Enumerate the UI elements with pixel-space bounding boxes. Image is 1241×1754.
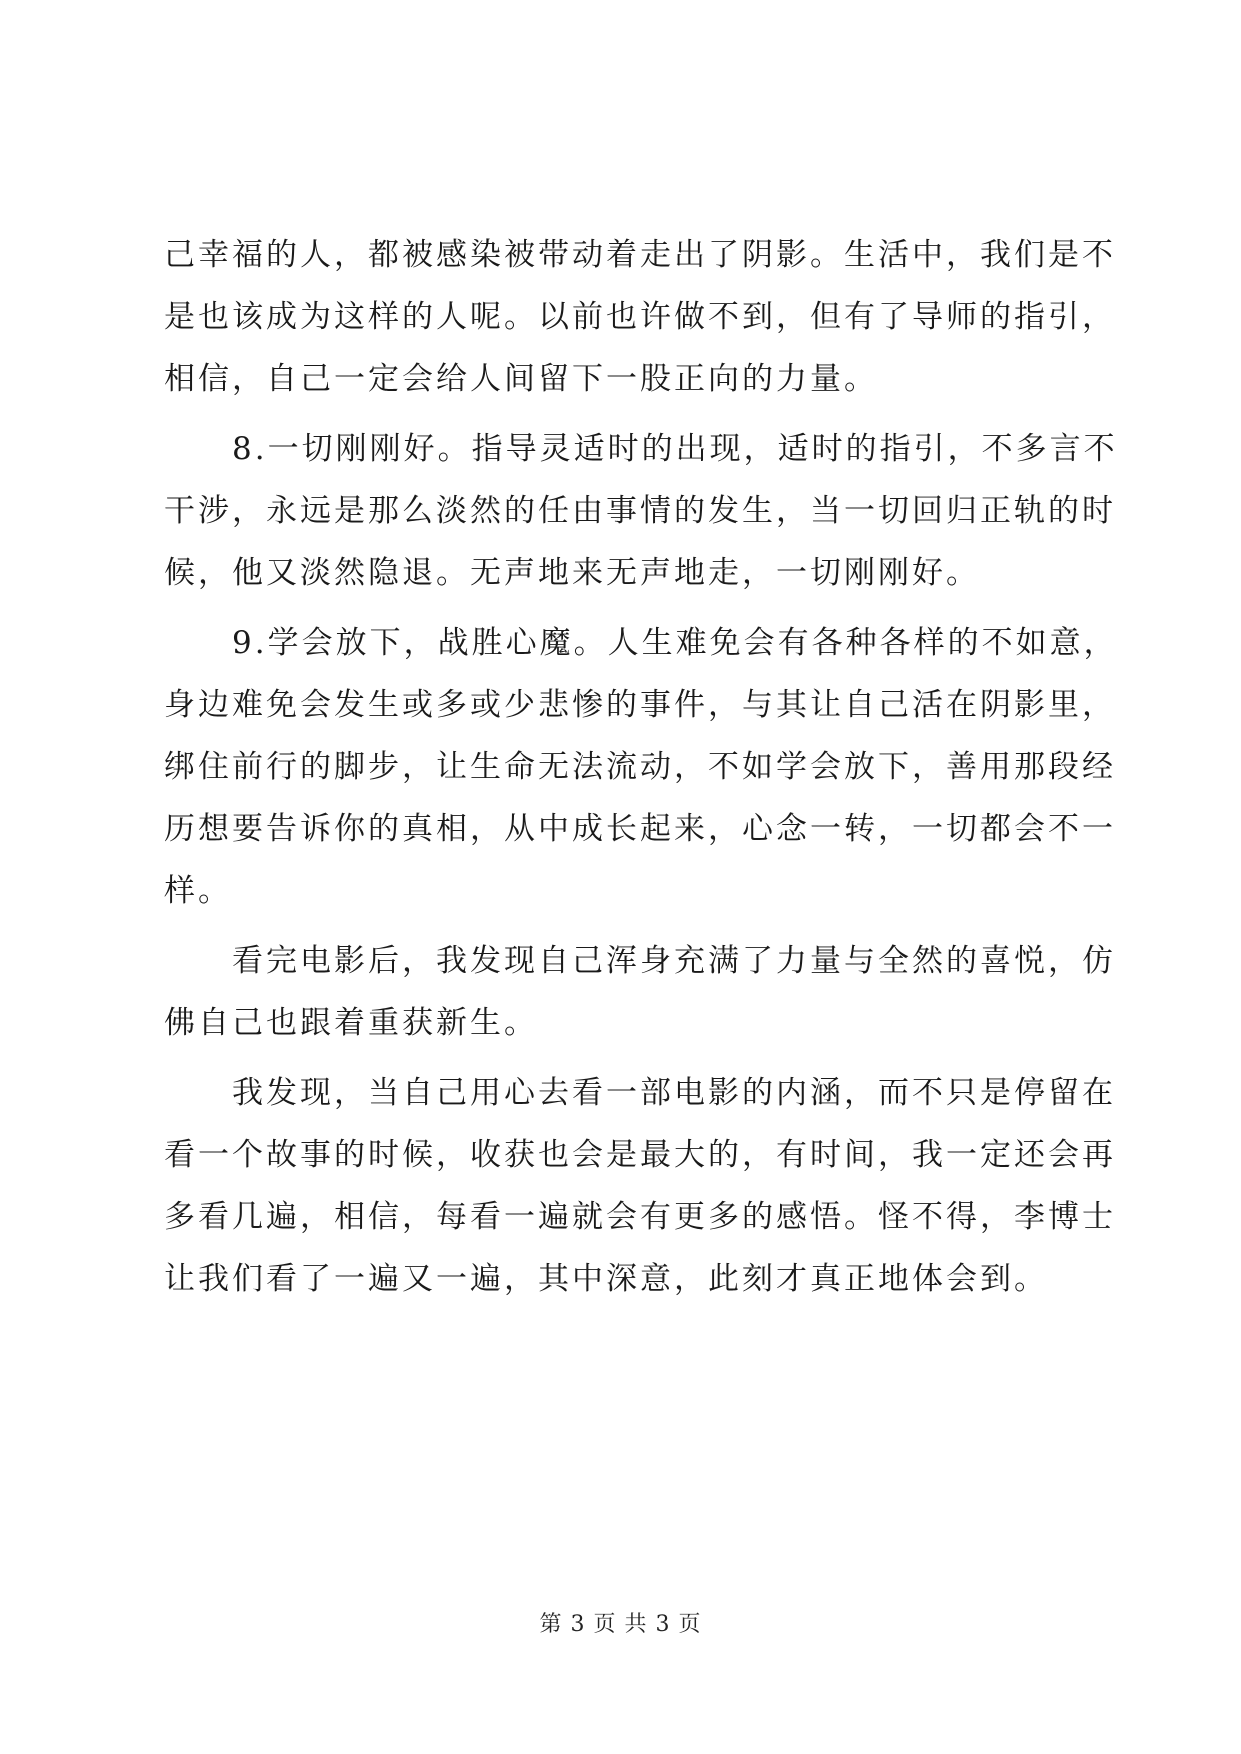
paragraph-line: 多看几遍，相信，每看一遍就会有更多的感悟。怪不得，李博士 bbox=[164, 1199, 1116, 1235]
paragraph-line: 我发现，当自己用心去看一部电影的内涵，而不只是停留在 bbox=[232, 1075, 1116, 1111]
paragraph-line: 佛自己也跟着重获新生。 bbox=[164, 1005, 538, 1041]
paragraph-line-item-8: 8.一切刚刚好。指导灵适时的出现，适时的指引，不多言不 bbox=[232, 431, 1118, 467]
paragraph-line: 相信，自己一定会给人间留下一股正向的力量。 bbox=[164, 361, 878, 397]
page-number-footer: 第 3 页 共 3 页 bbox=[539, 1612, 702, 1637]
paragraph-line: 绑住前行的脚步，让生命无法流动，不如学会放下，善用那段经 bbox=[164, 749, 1116, 785]
paragraph-line: 看完电影后，我发现自己浑身充满了力量与全然的喜悦，仿 bbox=[232, 943, 1116, 979]
paragraph-line: 身边难免会发生或多或少悲惨的事件，与其让自己活在阴影里， bbox=[164, 687, 1116, 723]
paragraph-line: 看一个故事的时候，收获也会是最大的，有时间，我一定还会再 bbox=[164, 1137, 1116, 1173]
paragraph-line: 己幸福的人，都被感染被带动着走出了阴影。生活中，我们是不 bbox=[164, 237, 1116, 273]
paragraph-line: 让我们看了一遍又一遍，其中深意，此刻才真正地体会到。 bbox=[164, 1261, 1048, 1297]
paragraph-line: 干涉，永远是那么淡然的任由事情的发生，当一切回归正轨的时 bbox=[164, 493, 1116, 529]
document-body bbox=[164, 224, 1118, 1310]
paragraph-line: 是也该成为这样的人呢。以前也许做不到，但有了导师的指引， bbox=[164, 299, 1116, 335]
paragraph-line: 历想要告诉你的真相，从中成长起来，心念一转，一切都会不一 bbox=[164, 811, 1116, 847]
paragraph-line: 样。 bbox=[164, 873, 232, 909]
paragraph-line-item-9: 9.学会放下，战胜心魔。人生难免会有各种各样的不如意， bbox=[232, 625, 1118, 661]
paragraph-line: 候，他又淡然隐退。无声地来无声地走，一切刚刚好。 bbox=[164, 555, 980, 591]
